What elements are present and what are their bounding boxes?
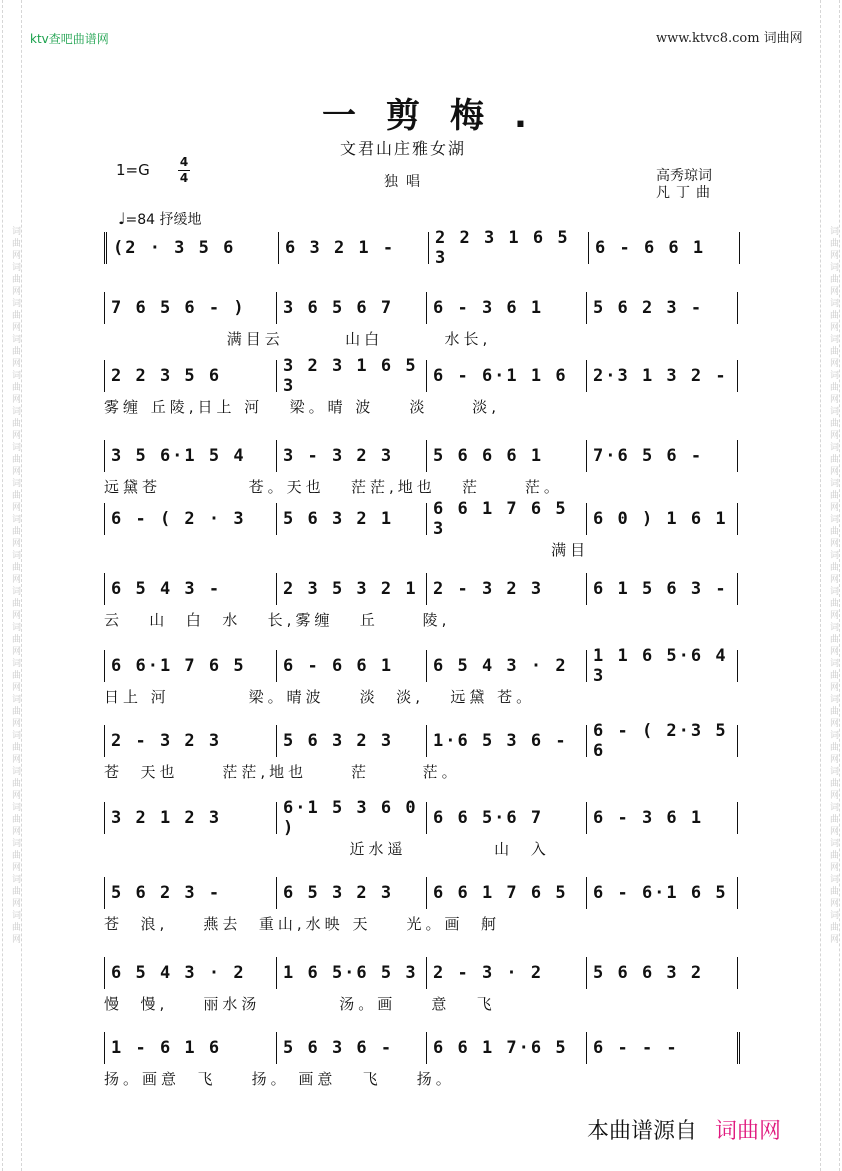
lyric-line: 云 山 白 水 长,雾缠 丘 陵,: [104, 611, 451, 629]
song-subtitle: 文君山庄雅女湖: [340, 139, 467, 158]
lyric-line: 慢 慢, 丽水汤 汤。画 意 飞: [104, 995, 496, 1013]
watermark-right: www.ktvc8.com 词曲网: [656, 31, 803, 46]
measure: 2·3 1 3 2 -: [593, 366, 728, 386]
measure: 7 6 5 6 - ): [105, 292, 277, 324]
score-row: [104, 228, 740, 268]
measure: 6 - 6 6 1: [595, 238, 706, 258]
measure: 2 - 3 2 3: [427, 573, 587, 605]
composer-credit: 凡丁曲: [656, 185, 716, 201]
measure: (2 · 3 5 6: [107, 232, 279, 264]
score-row: [104, 646, 738, 686]
measure: 6 6 1 7 6 5 3: [427, 503, 587, 535]
score-row: [104, 573, 738, 605]
measure: 6 6 1 7·6 5: [427, 1032, 587, 1064]
measure: 5 6 3 2 1: [277, 503, 427, 535]
measure: 6·1 5 3 6 0 ): [277, 802, 427, 834]
score-row: [104, 798, 738, 838]
measure: 5 6 2 3 -: [593, 298, 704, 318]
measure: 2 2 3 5 6: [105, 360, 277, 392]
measure: 6 - 6·1 6 5: [593, 883, 728, 903]
measure: 1 6 5·6 5 3: [277, 957, 427, 989]
score-row: [104, 440, 738, 472]
lyricist-credit: 高秀琼词: [656, 168, 712, 184]
measure: 6 - - -: [593, 1038, 679, 1058]
watermark-left: ktv查吧曲谱网: [30, 32, 109, 46]
measure: 6 5 4 3 · 2: [105, 957, 277, 989]
measure: 5 6 3 2 3: [277, 725, 427, 757]
score-row: [104, 356, 738, 396]
measure: 6 3 2 1 -: [279, 232, 429, 264]
measure: 3 - 3 2 3: [277, 440, 427, 472]
measure: 6 - 6·1 1 6: [427, 360, 587, 392]
measure: 3 6 5 6 7: [277, 292, 427, 324]
measure: 2 - 3 · 2: [427, 957, 587, 989]
measure: 6 - 3 6 1: [427, 292, 587, 324]
measure: 1·6 5 3 6 -: [427, 725, 587, 757]
score-row: [104, 292, 738, 324]
measure: 5 6 2 3 -: [105, 877, 277, 909]
measure: 6 - 3 6 1: [593, 808, 704, 828]
measure: 6 6 5·6 7: [427, 802, 587, 834]
side-watermark-strip-left: 词曲网词曲网词曲网词曲网词曲网词曲网词曲网词曲网词曲网词曲网词曲网词曲网词曲网词曲网词曲网词曲网词曲网词曲网词曲网词曲网: [2, 0, 22, 1171]
measure: 3 5 6·1 5 4: [105, 440, 277, 472]
measure: 6 - ( 2·3 5 6: [593, 721, 728, 761]
time-signature-top: 4: [179, 155, 189, 169]
lyric-line: 苍 浪, 燕去 重山,水映 天 光。画 舸: [104, 915, 501, 933]
measure: 1 1 6 5·6 4 3: [593, 646, 728, 686]
measure: 3 2 3 1 6 5 3: [277, 360, 427, 392]
score-row: [104, 499, 738, 539]
tempo-marking: [118, 209, 202, 229]
footer-brand: 词曲网: [715, 1119, 782, 1144]
lyric-line: 满目云 山白 水长,: [104, 330, 492, 348]
measure: 6 5 4 3 · 2: [427, 650, 587, 682]
measure: 6 6 1 7 6 5: [427, 877, 587, 909]
score-row: [104, 721, 738, 761]
quarter-note-icon: ♩: [118, 209, 126, 228]
measure: 2 3 5 3 2 1: [277, 573, 427, 605]
lyric-line: 日上 河 梁。晴波 淡 淡, 远黛 苍。: [104, 688, 536, 706]
side-watermark-strip-right: 词曲网词曲网词曲网词曲网词曲网词曲网词曲网词曲网词曲网词曲网词曲网词曲网词曲网词曲网词曲网词曲网词曲网词曲网词曲网词曲网: [820, 0, 840, 1171]
time-signature-bottom: 4: [179, 171, 189, 185]
key-signature: 1=G: [116, 161, 150, 179]
time-signature: [178, 156, 190, 185]
measure: 6 0 ) 1 6 1: [593, 509, 728, 529]
lyric-line: 近水遥 山 入: [104, 840, 550, 858]
score-row: [104, 957, 738, 989]
song-title: 一剪梅.: [322, 96, 557, 136]
measure: 5 6 6 6 1: [427, 440, 587, 472]
measure: 6 5 3 2 3: [277, 877, 427, 909]
measure: 6 1 5 6 3 -: [593, 579, 728, 599]
tempo-text: =84 抒缓地: [125, 212, 202, 228]
lyric-line: 满目: [104, 541, 590, 559]
footer-text: 本曲谱源自: [587, 1119, 698, 1144]
lyric-line: 扬。画意 飞 扬。 画意 飞 扬。: [104, 1070, 455, 1088]
measure: 3 2 1 2 3: [105, 802, 277, 834]
measure: 2 2 3 1 6 5 3: [429, 232, 589, 264]
measure: 6 - 6 6 1: [277, 650, 427, 682]
lyric-line: 远黛苍 苍。天也 茫茫,地也 茫 茫。: [104, 478, 563, 496]
measure: 2 - 3 2 3: [105, 725, 277, 757]
measure: 6 5 4 3 -: [105, 573, 277, 605]
score-row: [104, 1032, 740, 1064]
footer-credit: [587, 1114, 781, 1145]
measure: 6 6·1 7 6 5: [105, 650, 277, 682]
lyric-line: 雾缠 丘陵,日上 河 梁。晴 波 淡 淡,: [104, 398, 501, 416]
score-row: [104, 877, 738, 909]
measure: 5 6 3 6 -: [277, 1032, 427, 1064]
lyric-line: 苍 天也 茫茫,地也 茫 茫。: [104, 763, 461, 781]
measure: 7·6 5 6 -: [593, 446, 704, 466]
performance-type: 独唱: [384, 174, 428, 190]
measure: 1 - 6 1 6: [105, 1032, 277, 1064]
measure: 6 - ( 2 · 3: [105, 503, 277, 535]
measure: 5 6 6 3 2: [593, 963, 704, 983]
